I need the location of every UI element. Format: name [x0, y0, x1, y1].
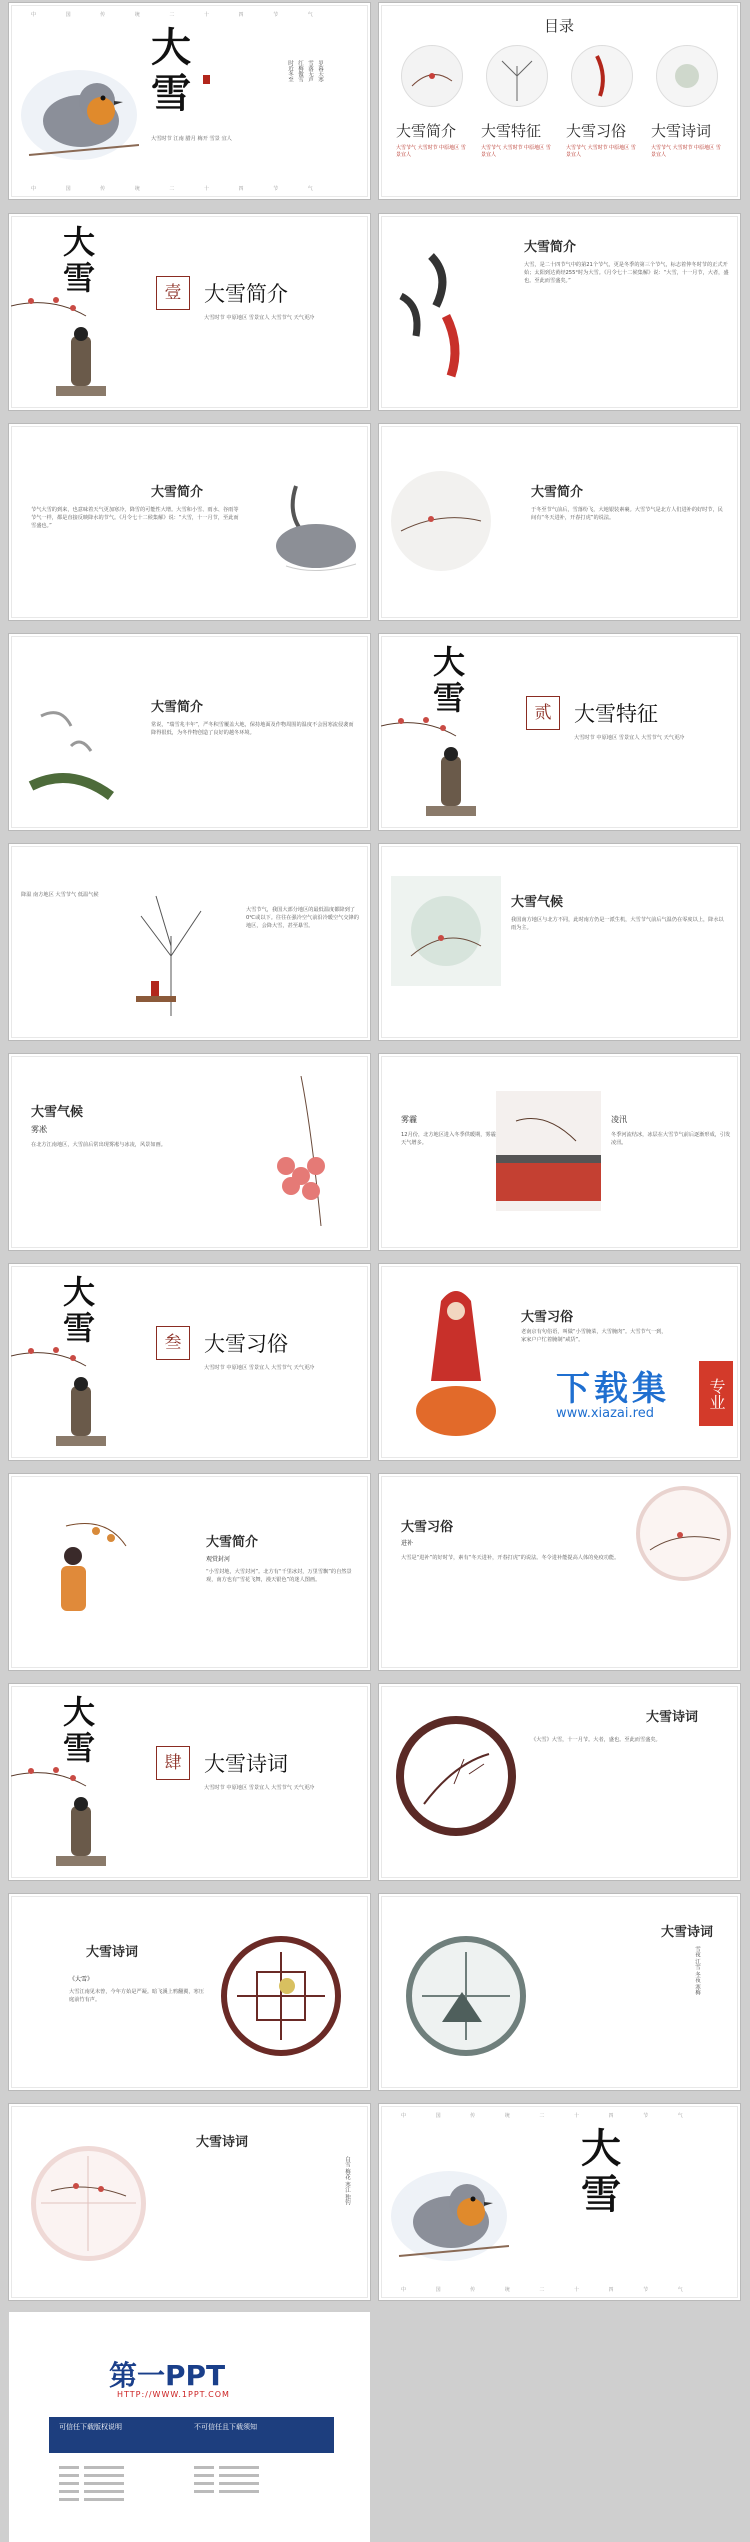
- slide-title: 大雪诗词: [86, 1945, 139, 1960]
- toc-circle-1: [401, 45, 463, 107]
- slide-feature-4[interactable]: [379, 1054, 740, 1250]
- slide-text: 大雪江南见未曾，今年方始是严凝。暗飞溪上鸦翻翼，寒压庭前竹有声。: [69, 1989, 204, 2003]
- slide-title: 大雪诗词: [661, 1925, 714, 1940]
- section-title: 大雪特征: [574, 702, 658, 726]
- robin-illustration: [389, 2156, 509, 2266]
- section-number: 叁: [156, 1326, 190, 1360]
- footer-ad: [9, 2312, 370, 2542]
- girl-autumn-illustration: [26, 1506, 136, 1660]
- top-bar: 中 国 传 统 二 十 四 节 气: [401, 2113, 697, 2119]
- cranes-pine-illustration: [21, 676, 121, 820]
- slide-text: “小雪封地，大雪封河”。北方有“千里冰封，万里雪飘”的自然景观，南方也有“雪花飞舞，漫天银色”的迷人图画。: [206, 1569, 352, 1583]
- bottom-bar: 中 国 传 统 二 十 四 节 气: [401, 2287, 697, 2293]
- swan-illustration: [256, 476, 366, 590]
- slide-subtitle: 进补: [401, 1540, 414, 1547]
- round-frame-illustration: [396, 1716, 516, 1836]
- girl-red-cloak-illustration: [401, 1281, 511, 1455]
- section-desc: 大雪时节 中原地区 雪景宜人 大雪节气 天气更冷: [204, 315, 315, 321]
- section-desc: 大雪时节 中原地区 雪景宜人 大雪节气 天气更冷: [204, 1365, 315, 1371]
- slide-title: 大雪简介: [206, 1535, 259, 1550]
- slide-intro-1[interactable]: [379, 214, 740, 410]
- toc-item-3[interactable]: 大雪诗词: [651, 122, 712, 140]
- right-title: 凌汛: [611, 1115, 627, 1124]
- right-text: 冬季河流结冰，冰层在大雪节气前后逐渐形成，引发凌汛。: [611, 1132, 731, 1146]
- branch-circle-illustration: [391, 471, 491, 571]
- section-title: 大雪简介: [204, 282, 288, 306]
- scholar-illustration: [51, 1376, 111, 1460]
- red-stamp: [203, 75, 210, 84]
- slide-subtitle: 观赏封河: [206, 1556, 231, 1563]
- cover-vertical-0: 岁暮天寒: [317, 60, 323, 82]
- cover-vertical-3: 时近冬至: [287, 60, 293, 82]
- footer-url[interactable]: HTTP://WWW.1PPT.COM: [117, 2390, 230, 2399]
- slide-title: 大雪诗词: [196, 2135, 249, 2150]
- slide-title: 大雪简介: [151, 700, 204, 715]
- section-big-chars: 大雪: [63, 223, 96, 297]
- lattice-circle-illustration: [221, 1936, 341, 2056]
- slide-text: 在北方江南地区，大雪前后常出现雾凇与冰凌，风景如画。: [31, 1142, 166, 1148]
- toc-circle-4: [656, 45, 718, 107]
- red-wall-illustration: [496, 1091, 601, 1211]
- slide-text: 节气大雪的到来，也意味着天气更加寒冷，降雪的可能性大增。大雪和小雪、雨水、谷雨等节气一样，都是直接反映降水的节气。《月令七十二候集解》说：“大雪，十一月节，至此而雪盛也。”: [31, 507, 239, 529]
- slide-title: 大雪习俗: [521, 1310, 574, 1325]
- toc-sub-1: 大雪节气 大雪时节 中原地区 雪景宜人: [481, 145, 551, 158]
- watermark-url: www.xiazai.red: [556, 1406, 654, 1421]
- slide-feature-2[interactable]: [379, 844, 740, 1040]
- robin-illustration: [19, 55, 139, 165]
- slide-cover[interactable]: [9, 3, 370, 199]
- section-title: 大雪诗词: [204, 1752, 288, 1776]
- cover-vertical-1: 雪落无声: [307, 60, 313, 82]
- watermark-tag: [699, 1361, 733, 1426]
- section-desc: 大雪时节 中原地区 雪景宜人 大雪节气 天气更冷: [574, 735, 685, 741]
- slide-custom-3[interactable]: [379, 1474, 740, 1670]
- slide-toc[interactable]: [379, 3, 740, 199]
- cover-big-chars: 大雪: [151, 24, 191, 117]
- lattice-window-illustration: [636, 1486, 731, 1581]
- toc-sub-3: 大雪节气 大雪时节 中原地区 雪景宜人: [651, 145, 721, 158]
- plum-window-illustration: [31, 2146, 146, 2261]
- slide-custom-2[interactable]: [9, 1474, 370, 1670]
- slide-poem-1[interactable]: [379, 1684, 740, 1880]
- slide-feature-1[interactable]: [9, 844, 370, 1040]
- toc-item-2[interactable]: 大雪习俗: [566, 122, 627, 140]
- slide-custom-1[interactable]: [379, 1264, 740, 1460]
- slide-text: 雪夜 江雪 冬夜 寒梅: [694, 1946, 700, 1996]
- section-big-chars: 大雪: [433, 643, 466, 717]
- slide-intro-2[interactable]: [9, 424, 370, 620]
- slide-title: 大雪简介: [151, 485, 204, 500]
- slide-text: 常说，“瑞雪兆丰年”，严冬积雪覆盖大地，保持地面及作物周围的温度不会因寒流侵袭而降得很低，为冬作物创造了良好的越冬环境。: [151, 722, 354, 736]
- section-big-chars: 大雪: [63, 1273, 96, 1347]
- slide-title: 大雪诗词: [646, 1710, 699, 1725]
- mountain-window-illustration: [406, 1936, 526, 2056]
- footer-left-head: 可信任下载版权说明: [59, 2423, 122, 2431]
- berries-illustration: [241, 1076, 361, 1240]
- footer-logo: 第一PPT: [109, 2359, 226, 2392]
- toc-circle-2: [486, 45, 548, 107]
- section-number: 壹: [156, 276, 190, 310]
- left-title: 雾霾: [401, 1115, 417, 1124]
- slide-text: 《大雪》大雪，十一月节。大者，盛也。至此而雪盛矣。: [531, 1737, 661, 1743]
- slide-title: 大雪气候: [31, 1105, 84, 1120]
- toc-sub-0: 大雪节气 大雪时节 中原地区 雪景宜人: [396, 145, 466, 158]
- slide-subtitle: 雾凇: [31, 1125, 47, 1134]
- slide-text: 大雪是“进补”的好时节，素有“冬天进补，开春打虎”的说法。冬令进补能提高人体的免疫功能。: [401, 1555, 620, 1561]
- slide-poem-4[interactable]: [9, 2104, 370, 2300]
- slide-section-3[interactable]: [9, 1264, 370, 1460]
- ending-big-chars: 大雪: [581, 2125, 621, 2218]
- section-big-chars: 大雪: [63, 1693, 96, 1767]
- slide-subtitle: 《大雪》: [69, 1976, 94, 1983]
- toc-circle-3: [571, 45, 633, 107]
- top-bar: 中 国 传 统 二 十 四 节 气: [31, 12, 327, 18]
- slide-section-2[interactable]: [379, 634, 740, 830]
- watermark-main: 下载集: [556, 1369, 670, 1409]
- footer-link-grid: [49, 2462, 334, 2522]
- slide-poem-2[interactable]: [9, 1894, 370, 2090]
- scholar-illustration: [51, 326, 111, 410]
- section-number: 肆: [156, 1746, 190, 1780]
- slide-title: 大雪气候: [511, 895, 564, 910]
- toc-item-0[interactable]: 大雪简介: [396, 122, 457, 140]
- slide-poem-3[interactable]: [379, 1894, 740, 2090]
- tree-bench-illustration: [116, 876, 226, 1030]
- slide-title: 大雪简介: [524, 240, 577, 255]
- slide-title: 大雪习俗: [401, 1520, 454, 1535]
- left-text: 降温 南方地区 大雪节气 低温气候: [21, 892, 99, 898]
- scholar-illustration: [421, 746, 481, 830]
- koi-illustration: [391, 246, 481, 390]
- slide-section-4[interactable]: [9, 1684, 370, 1880]
- scholar-illustration: [51, 1796, 111, 1880]
- cover-caption: 大雪时节 江南 腊月 梅开 雪景 宜人: [151, 136, 232, 142]
- watermark-tag-text: 专业: [707, 1377, 726, 1410]
- wall-window-illustration: [391, 876, 501, 986]
- slide-text: 我国南方地区与北方不同，此时南方仍是一派生机，大雪节气前后气温仍在零度以上，降水以雨为主。: [511, 917, 724, 931]
- bottom-bar: 中 国 传 统 二 十 四 节 气: [31, 186, 327, 192]
- section-number: 贰: [526, 696, 560, 730]
- right-text: 大雪节气，我国大部分地区的最低温度都降到了0℃或以下。往往在强冷空气前沿冷暖空气交锋的地区，会降大雪，甚至暴雪。: [246, 907, 359, 929]
- slide-text: 白雪 梅花 寒江 独钓: [344, 2156, 350, 2206]
- slide-ending[interactable]: [379, 2104, 740, 2300]
- cover-vertical-2: 红梅傲雪: [297, 60, 303, 82]
- slide-title: 大雪简介: [531, 485, 584, 500]
- slide-intro-3[interactable]: [379, 424, 740, 620]
- slide-intro-4[interactable]: [9, 634, 370, 830]
- section-desc: 大雪时节 中原地区 雪景宜人 大雪节气 天气更冷: [204, 1785, 315, 1791]
- slide-feature-3[interactable]: [9, 1054, 370, 1250]
- footer-right-head: 不可信任且下载须知: [194, 2423, 257, 2431]
- slide-section-1[interactable]: [9, 214, 370, 410]
- slide-text: 于冬至节气前后，雪落纷飞，大地银装素裹。大雪节气是北方人们进补的好时节，民间有“冬天进补，开春打虎”的说法。: [531, 507, 723, 521]
- toc-item-1[interactable]: 大雪特征: [481, 122, 542, 140]
- section-title: 大雪习俗: [204, 1332, 288, 1356]
- slide-text: 老南京有句俗语，叫做“小雪腌菜，大雪腌肉”。大雪节气一到，家家户户忙着腌制“咸货”。: [521, 1329, 667, 1343]
- slide-text: 大雪，是二十四节气中的第21个节气，更是冬季的第三个节气，标志着仲冬时节的正式开始；太阳到达黄经255°时为大雪。《月令七十二候集解》说：“大雪，十一月节，大者，盛也。至此而雪盛矣。”: [524, 262, 729, 284]
- left-text: 12月份，北方地区进入冬季供暖期，雾霾天气增多。: [401, 1132, 496, 1146]
- toc-sub-2: 大雪节气 大雪时节 中原地区 雪景宜人: [566, 145, 636, 158]
- toc-title: 目录: [544, 17, 575, 35]
